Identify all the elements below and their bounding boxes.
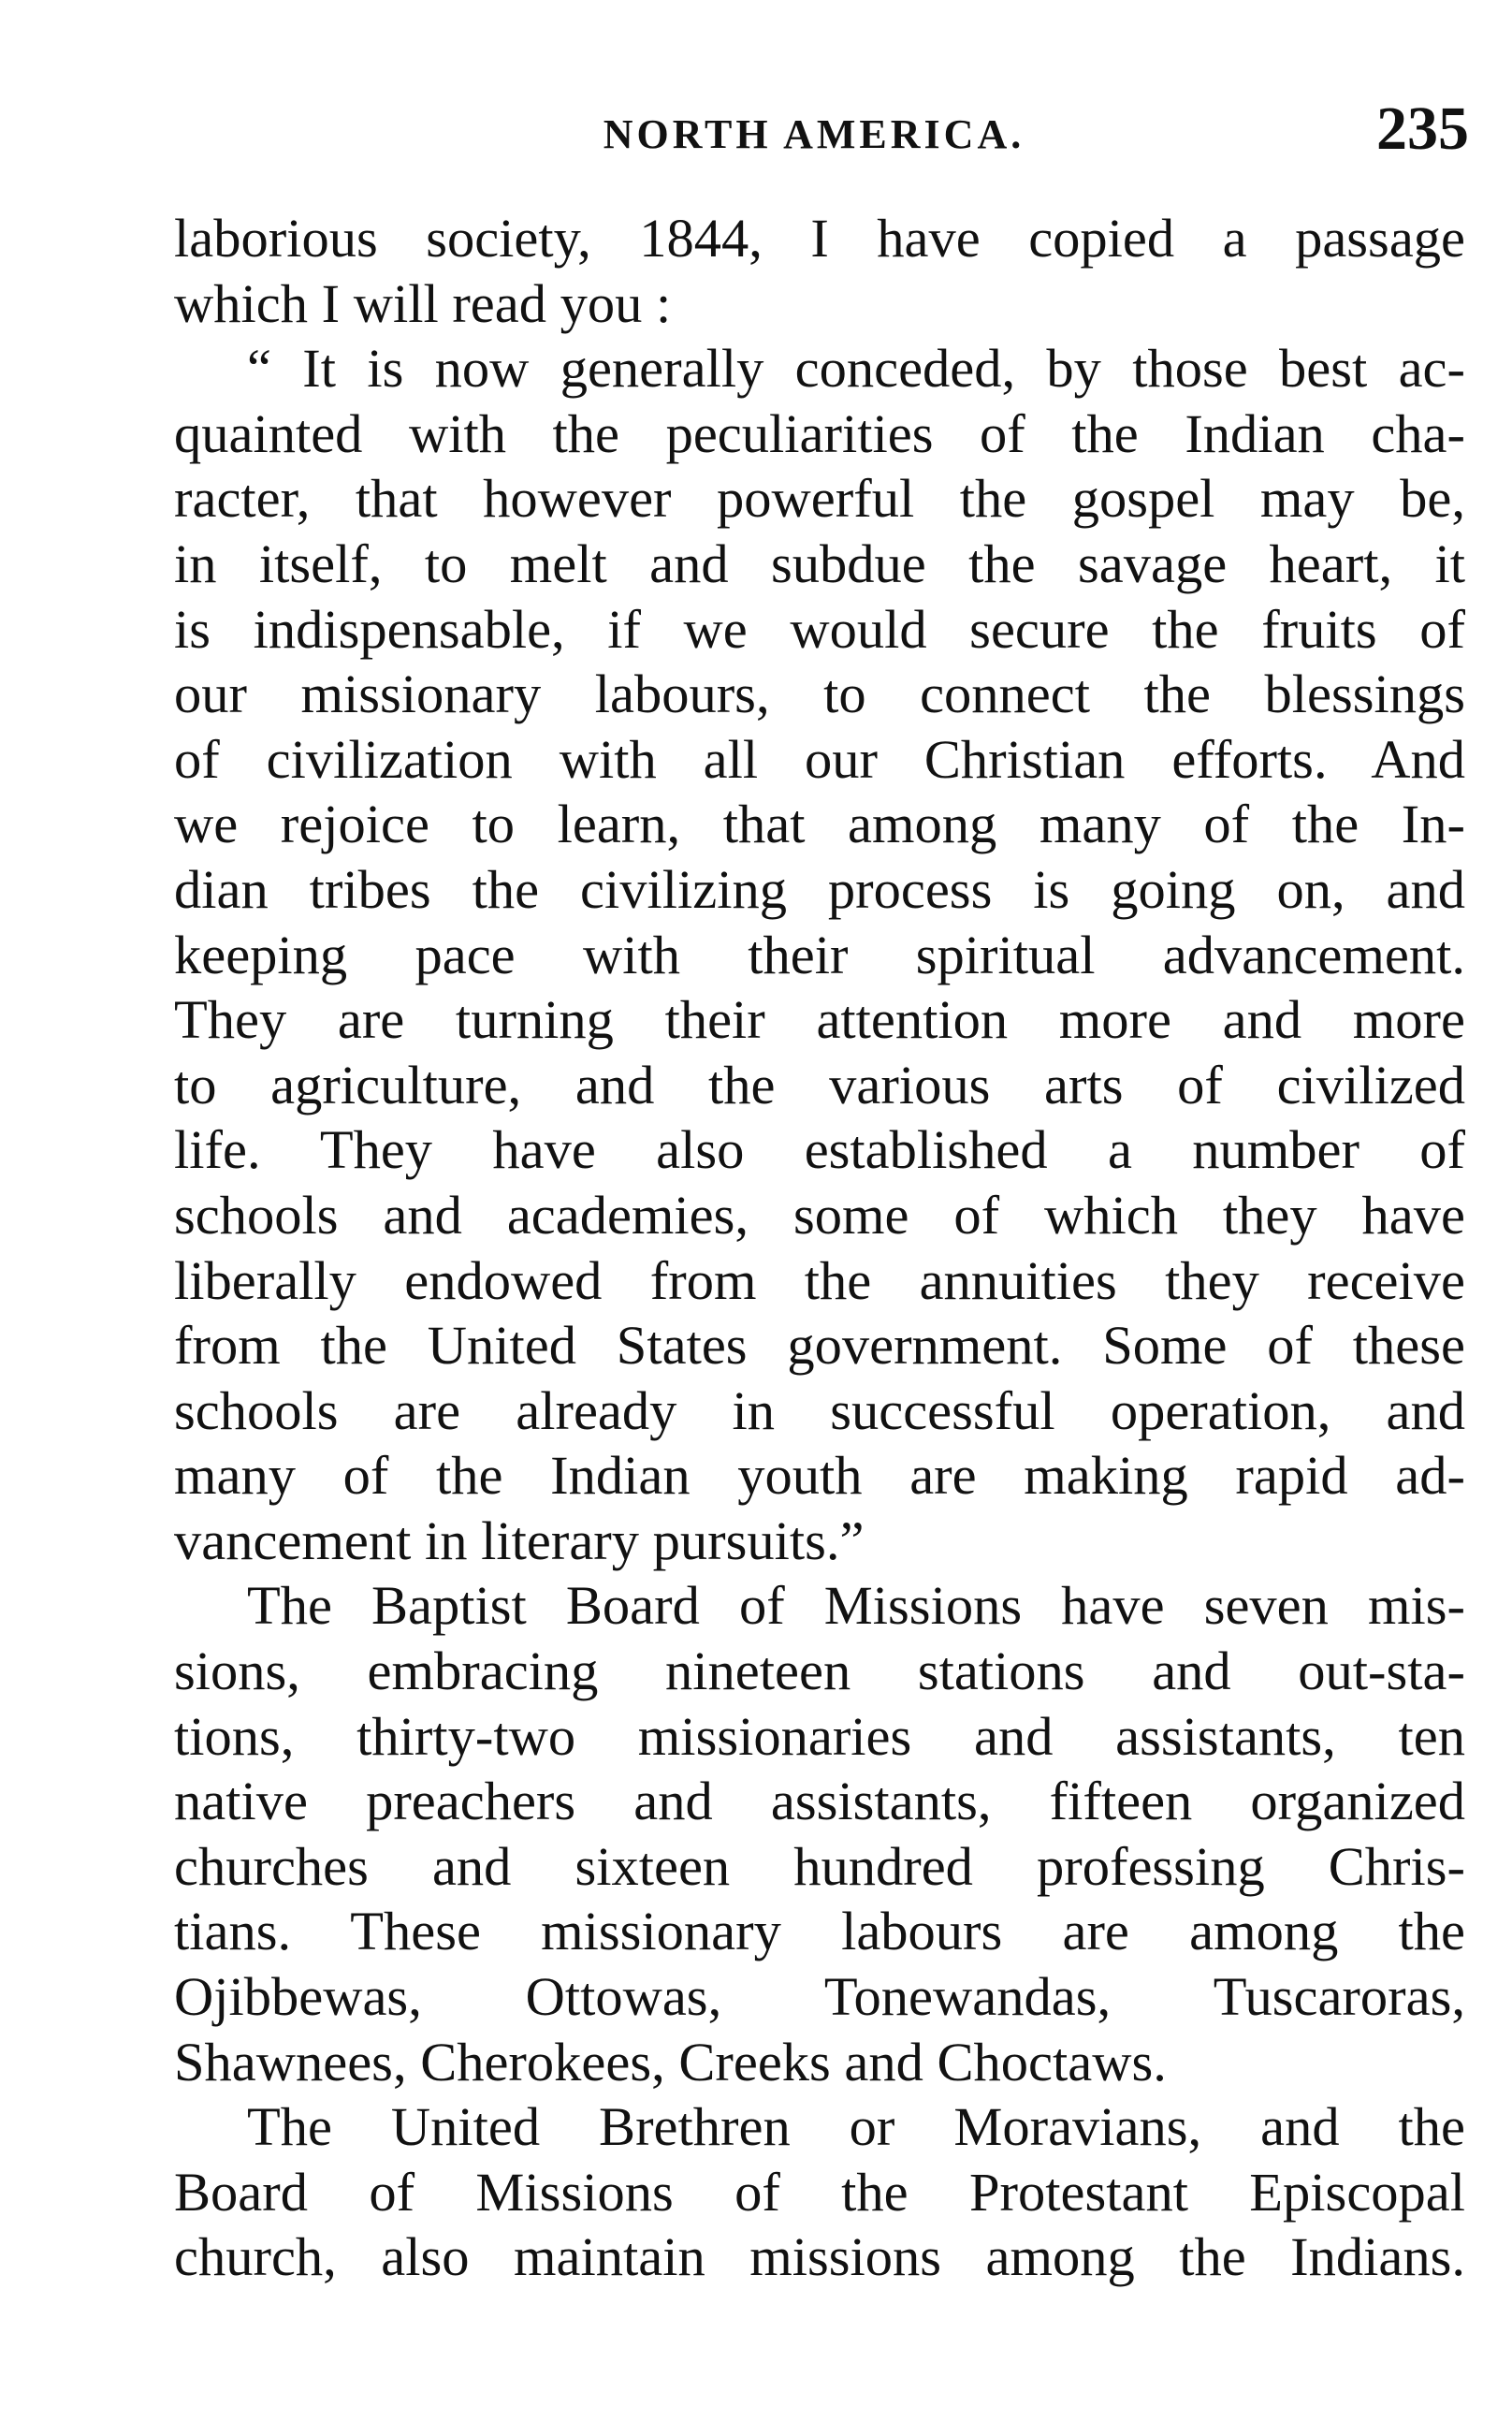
text-line: The Baptist Board of Missions have seven mis- [247, 1575, 1465, 1637]
text-line: dian tribes the civilizing process is going on, and [174, 858, 1465, 920]
running-head [159, 94, 1469, 178]
text-line: The United Brethren or Moravians, and the [247, 2096, 1465, 2158]
text-line: tions, thirty-two missionaries and assistants, ten [174, 1705, 1465, 1767]
text-line: keeping pace with their spiritual advancement. [174, 924, 1465, 985]
text-line: tians. These missionary labours are among the [174, 1901, 1465, 1962]
text-line: They are turning their attention more and more [174, 989, 1465, 1051]
text-line: quainted with the peculiarities of the Indian cha- [174, 402, 1465, 464]
text-line: churches and sixteen hundred professing Chris- [174, 1835, 1465, 1897]
text-line: we rejoice to learn, that among many of the In- [174, 794, 1465, 855]
text-line: Board of Missions of the Protestant Episcopal [174, 2161, 1465, 2223]
text-line: church, also maintain missions among the Indians. [174, 2226, 1465, 2288]
text-line: which I will read you : [174, 272, 672, 334]
running-title: NORTH AMERICA. [603, 111, 1025, 157]
text-line: “ It is now generally conceded, by those best ac- [247, 338, 1465, 400]
text-line: schools are already in successful operation, and [174, 1379, 1465, 1441]
text-line: our missionary labours, to connect the blessings [174, 663, 1465, 725]
text-line: sions, embracing nineteen stations and out-sta- [174, 1640, 1465, 1702]
page-number: 235 [1376, 95, 1469, 163]
text-line: of civilization with all our Christian efforts. And [174, 728, 1465, 790]
text-line: is indispensable, if we would secure the fruits of [174, 598, 1465, 660]
text-line: racter, that however powerful the gospel may be, [174, 468, 1465, 530]
text-line: many of the Indian youth are making rapid ad- [174, 1445, 1465, 1507]
text-line: life. They have also established a number of [174, 1119, 1465, 1181]
text-line: to agriculture, and the various arts of civilized [174, 1054, 1465, 1115]
text-line: schools and academies, some of which they have [174, 1184, 1465, 1246]
text-line: from the United States government. Some of these [174, 1315, 1465, 1377]
text-line: Ojibbewas, Ottowas, Tonewandas, Tuscaroras, [174, 1966, 1465, 2028]
text-line: Shawnees, Cherokees, Creeks and Choctaws. [174, 2031, 1167, 2092]
body-text [174, 206, 1465, 2290]
text-line: native preachers and assistants, fifteen organized [174, 1771, 1465, 1832]
text-line: liberally endowed from the annuities they receive [174, 1249, 1465, 1311]
text-line: in itself, to melt and subdue the savage heart, it [174, 532, 1465, 594]
text-line: vancement in literary pursuits.” [174, 1509, 865, 1571]
text-line: laborious society, 1844, I have copied a passage [174, 208, 1465, 269]
